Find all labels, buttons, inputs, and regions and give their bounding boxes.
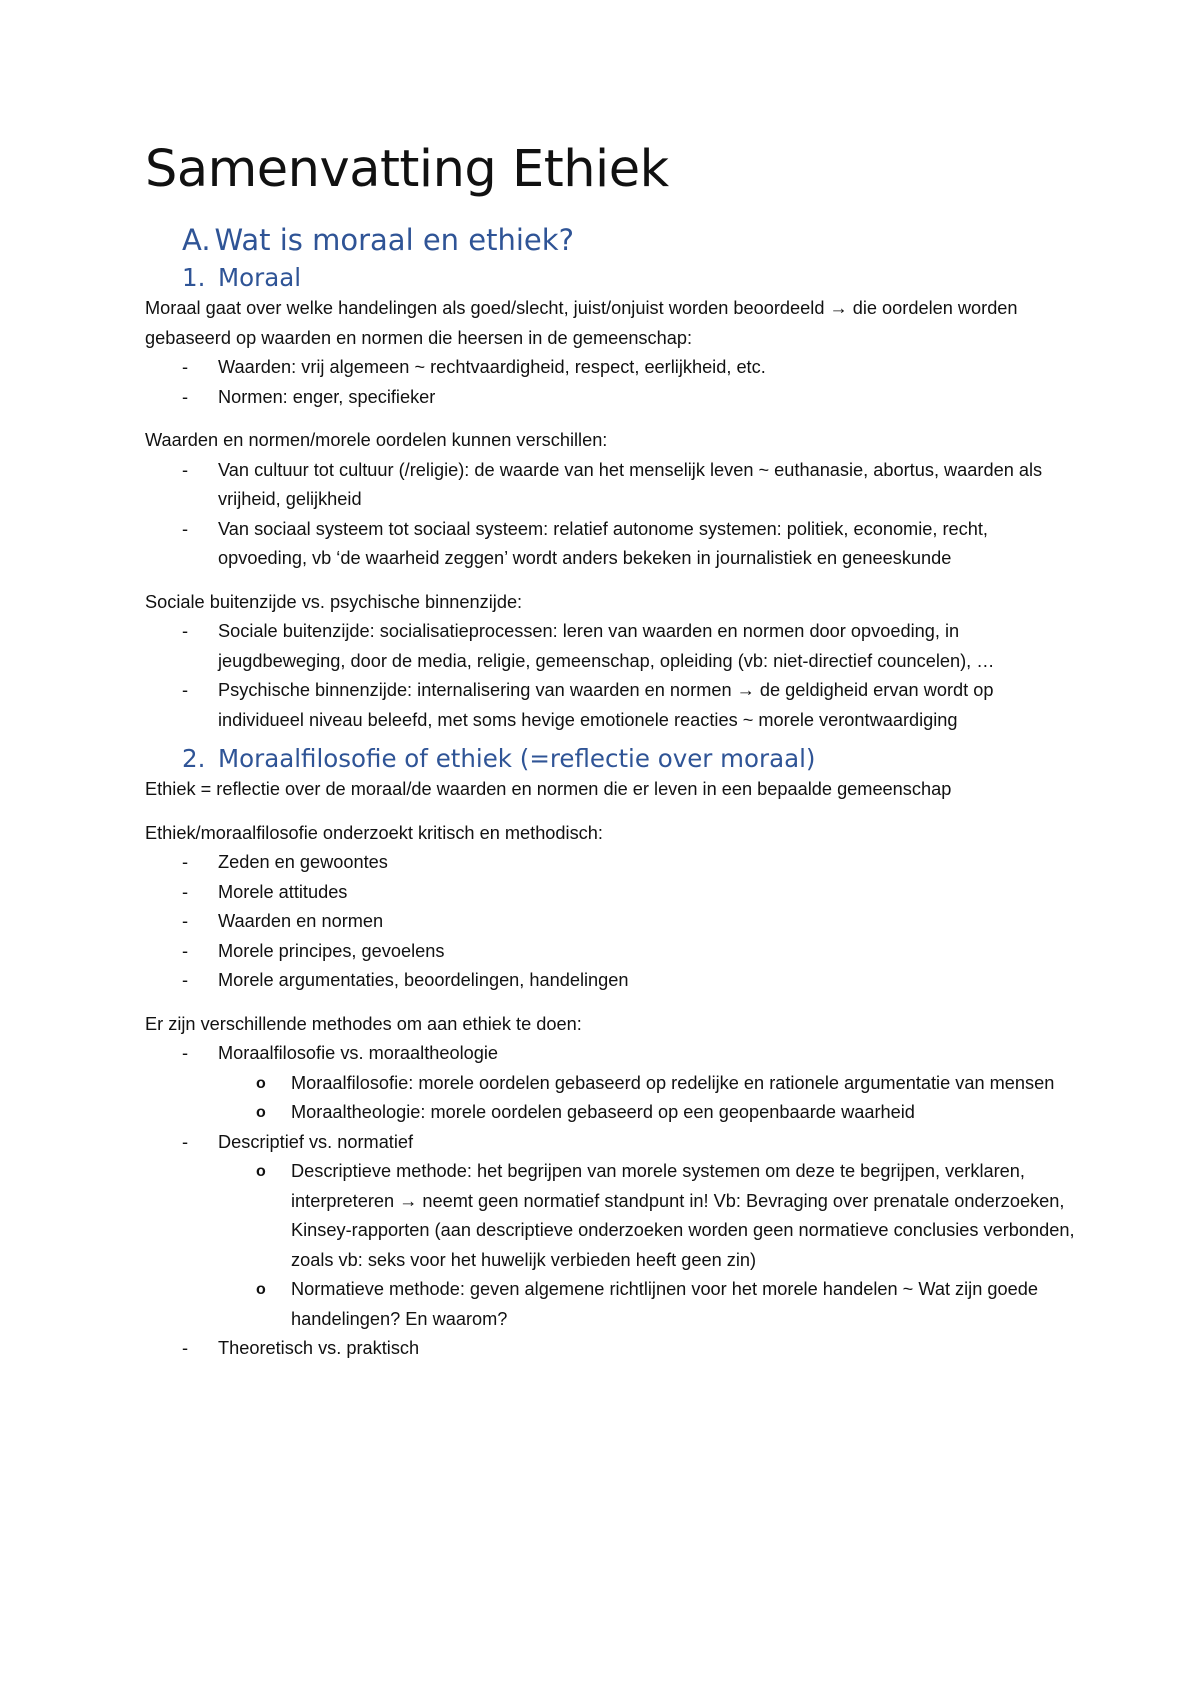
dash-marker: - — [182, 621, 189, 641]
moraal-para-3: Sociale buitenzijde vs. psychische binnenzijde: — [145, 591, 523, 612]
list-item: o Normatieve methode: geven algemene richtlijnen voor het morele handelen ~ Wat zijn goede handelingen? En waarom? — [145, 1275, 1075, 1334]
moraal-intro: Moraal gaat over welke handelingen als goed/slecht, juist/onjuist worden beoordeeld → die oordelen worden gebaseerd op waarden en normen die heersen in de gemeenschap: — [145, 298, 1018, 348]
methods-list — [145, 1128, 1075, 1158]
list-item: - Descriptief vs. normatief — [145, 1128, 1075, 1158]
circle-marker: o — [256, 1074, 266, 1092]
dash-marker: - — [182, 357, 189, 377]
dash-marker: - — [182, 970, 189, 990]
section-a-letter: A. — [182, 223, 211, 257]
ethiek-para-1: Ethiek = reflectie over de moraal/de waarden en normen die er leven in een bepaalde gemeenschap — [145, 779, 952, 799]
dash-marker: - — [182, 518, 189, 539]
subsection-2-num: 2. — [182, 744, 206, 773]
list-item: - Waarden: vrij algemeen ~ rechtvaardigheid, respect, eerlijkheid, etc. — [145, 353, 1075, 383]
methods-sublist-1 — [145, 1069, 1075, 1128]
list-item: o Moraaltheologie: morele oordelen gebaseerd op een geopenbaarde waarheid — [145, 1098, 1075, 1128]
list-item: - Psychische binnenzijde: internalisering van waarden en normen → de geldigheid ervan wordt op individueel niveau beleefd, met soms hevige emotionele reacties ~ morele verontwaardiging — [145, 676, 1075, 735]
circle-marker: o — [256, 1104, 266, 1121]
list-item: - Moraalfilosofie vs. moraaltheologie — [145, 1039, 1075, 1069]
methods-list — [145, 1334, 1075, 1364]
circle-marker: o — [256, 1163, 266, 1180]
dash-marker: - — [182, 911, 189, 931]
list-item: - Morele principes, gevoelens — [145, 937, 1075, 967]
list-item: - Theoretisch vs. praktisch — [145, 1334, 1075, 1364]
circle-marker: o — [256, 1281, 266, 1298]
dash-marker: - — [182, 386, 189, 407]
list-item: - Normen: enger, specifieker — [145, 383, 1075, 413]
document-page — [145, 140, 1075, 1364]
ethiek-para-3: Er zijn verschillende methodes om aan ethiek te doen: — [145, 1013, 582, 1034]
dash-marker: - — [182, 1043, 189, 1063]
dash-marker: - — [182, 1338, 189, 1358]
dash-marker: - — [182, 940, 189, 961]
dash-marker: - — [182, 680, 189, 700]
list-item: - Morele attitudes — [145, 878, 1075, 908]
list-item: - Zeden en gewoontes — [145, 848, 1075, 878]
list-item: o Descriptieve methode: het begrijpen van morele systemen om deze te begrijpen, verklaren, interpreteren → neemt geen normatief standpunt in! Vb: Bevraging over prenatale onderzoeken, Kinsey-rapporten (aan descriptieve onderzoeken worden geen normatieve conclusies verbonden, zoals vb: seks voor het huwelijk verbieden heeft geen zin) — [145, 1157, 1075, 1275]
moraal-list-1 — [145, 353, 1075, 412]
list-item: - Sociale buitenzijde: socialisatieprocessen: leren van waarden en normen door opvoeding, in jeugdbeweging, door de media, religie, gemeenschap, opleiding (vb: niet-directief councelen), … — [145, 617, 1075, 676]
list-item: - Van sociaal systeem tot sociaal systeem: relatief autonome systemen: politiek, economie, recht, opvoeding, vb ‘de waarheid zeggen’ wordt anders bekeken in journalistiek en geneeskunde — [145, 515, 1075, 574]
dash-marker: - — [182, 852, 189, 872]
methods-sublist-2 — [145, 1157, 1075, 1334]
subsection-1-num: 1. — [182, 263, 206, 292]
section-a-heading — [182, 222, 1075, 258]
subsection-1-text: Moraal — [218, 263, 302, 292]
section-a-text: Wat is moraal en ethiek? — [214, 223, 574, 257]
dash-marker: - — [182, 881, 189, 902]
list-item: - Morele argumentaties, beoordelingen, handelingen — [145, 966, 1075, 996]
list-item: o Moraalfilosofie: morele oordelen gebaseerd op redelijke en rationele argumentatie van mensen — [145, 1069, 1075, 1099]
subsection-2-text: Moraalfilosofie of ethiek (=reflectie over moraal) — [218, 744, 816, 773]
moraal-para-2: Waarden en normen/morele oordelen kunnen verschillen: — [145, 430, 608, 450]
ethiek-list-1 — [145, 848, 1075, 996]
methods-list — [145, 1039, 1075, 1069]
list-item: - Van cultuur tot cultuur (/religie): de waarde van het menselijk leven ~ euthanasie, abortus, waarden als vrijheid, gelijkheid — [145, 456, 1075, 515]
dash-marker: - — [182, 1131, 189, 1152]
subsection-2-heading — [145, 743, 1075, 775]
dash-marker: - — [182, 459, 189, 480]
list-item: - Waarden en normen — [145, 907, 1075, 937]
moraal-list-2 — [145, 456, 1075, 574]
document-title: Samenvatting Ethiek — [145, 140, 669, 199]
ethiek-para-2: Ethiek/moraalfilosofie onderzoekt kritisch en methodisch: — [145, 822, 603, 843]
subsection-1-heading — [145, 262, 1075, 294]
moraal-list-3 — [145, 617, 1075, 735]
